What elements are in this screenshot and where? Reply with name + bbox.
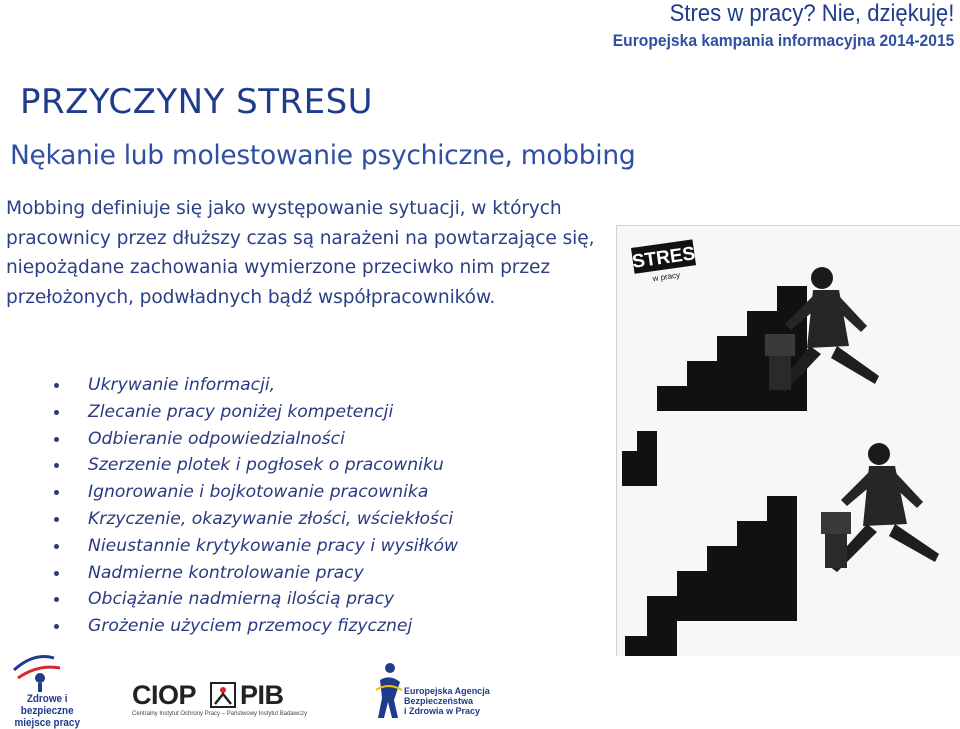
bullet-icon [54, 597, 59, 602]
campaign-header [583, 0, 954, 52]
list-item: Krzyczenie, okazywanie złości, wściekłości [52, 506, 522, 533]
list-item: Odbieranie odpowiedzialności [52, 426, 522, 453]
healthy-workplaces-icon [4, 648, 100, 692]
list-item: Obciążanie nadmierną ilością pracy [52, 586, 522, 613]
euosha-line1: Europejska Agencja [404, 686, 490, 696]
poster-subtitle: w pracy [652, 270, 681, 284]
list-item: Ignorowanie i bojkotowanie pracownika [52, 479, 522, 506]
lower-staircase-shape [647, 496, 797, 621]
list-item: Ukrywanie informacji, [52, 372, 522, 399]
bullet-icon [54, 383, 59, 388]
list-item: Nadmierne kontrolowanie pracy [52, 560, 522, 587]
logo1-line1: Zdrowe i bezpieczne [20, 693, 74, 717]
ciop-pib-logo [132, 680, 308, 720]
eu-osha-figure-icon [372, 660, 406, 720]
bullet-icon [54, 437, 59, 442]
list-item: Grożenie użyciem przemocy fizycznej [52, 613, 522, 640]
mobbing-definition: Mobbing definiuje się jako występowanie sytuacji, w których pracownicy przez dłuższy czas są narażeni na powtarzające się, niepożądane zachowania wymierzone przeciwko nim przez przełożonych, podwładnych bądź współpracowników. [6, 198, 595, 308]
list-item: Szerzenie plotek i pogłosek o pracowniku [52, 452, 522, 479]
footer-logos [0, 640, 960, 729]
lower-running-man [821, 443, 939, 572]
ciop-emblem-icon [210, 682, 236, 708]
healthy-workplaces-logo [4, 648, 100, 729]
list-item: Nieustannie krytykowanie pracy i wysiłków [52, 533, 522, 560]
page-title: PRZYCZYNY STRESU [20, 82, 374, 122]
campaign-subtitle: Europejska kampania informacyjna 2014-2015 [612, 31, 954, 50]
list-item: Zlecanie pracy poniżej kompetencji [52, 399, 522, 426]
euosha-line3: i Zdrowia w Pracy [404, 706, 481, 716]
bullet-icon [54, 571, 59, 576]
poster-title-badge [630, 239, 698, 285]
bullet-icon [54, 463, 59, 468]
pib-text: PIB [240, 680, 284, 710]
poster-illustration [617, 226, 960, 656]
eu-osha-logo [372, 660, 492, 720]
bullet-icon [54, 544, 59, 549]
campaign-slogan: Stres w pracy? Nie, dziękuję! [669, 0, 954, 27]
poster-title: STRES [630, 243, 697, 273]
mobbing-behaviours-list [52, 372, 522, 640]
bullet-icon [54, 624, 59, 629]
section-title: Nękanie lub molestowanie psychiczne, mobbing [10, 140, 636, 171]
bullet-icon [54, 410, 59, 415]
bullet-icon [54, 490, 59, 495]
bullet-icon [54, 517, 59, 522]
ciop-text: CIOP [132, 680, 197, 710]
ciop-full-name: Centralny Instytut Ochrony Pracy – Państwowy Instytut Badawczy [132, 711, 308, 717]
logo1-line2: miejsce pracy [14, 717, 80, 729]
stress-poster-image [616, 225, 960, 656]
euosha-line2: Bezpieczeństwa [404, 696, 474, 706]
